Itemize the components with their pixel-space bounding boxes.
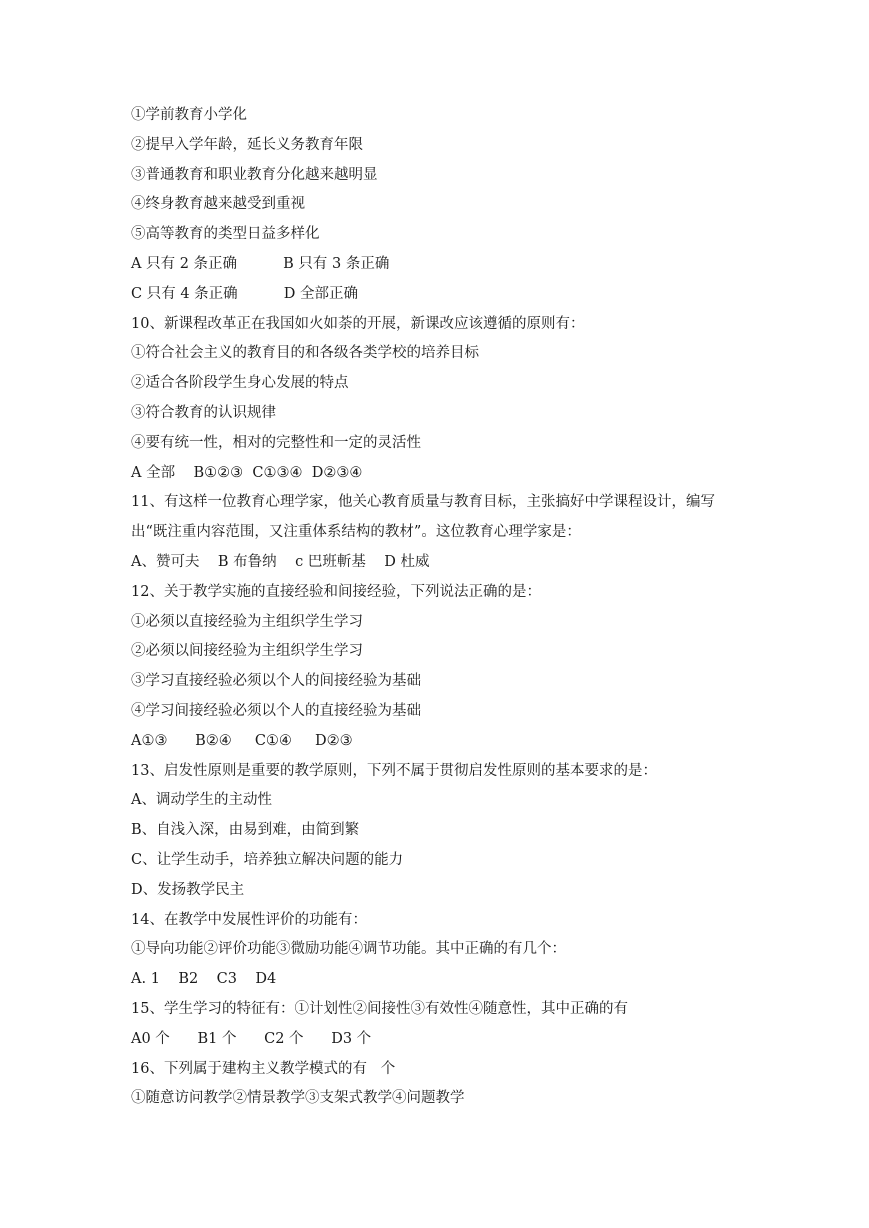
option-3-item: ③普通教育和职业教育分化越来越明显	[131, 166, 378, 183]
q15-answer-choices: A0 个 B1 个 C2 个 D3 个	[131, 1030, 372, 1047]
q10-item-4: ④要有统一性，相对的完整性和一定的灵活性	[131, 434, 421, 451]
q12-item-2: ②必须以间接经验为主组织学生学习	[131, 643, 363, 660]
q10-answer-choices: A 全部 B①②③ C①③④ D②③④	[131, 464, 363, 481]
q12-item-3: ③学习直接经验必须以个人的间接经验为基础	[131, 673, 421, 690]
question-12: 12、关于教学实施的直接经验和间接经验，下列说法正确的是：	[131, 583, 541, 600]
q16-items: ①随意访问教学②情景教学③支架式教学④问题教学	[131, 1090, 465, 1107]
question-16: 16、下列属于建构主义教学模式的有 个	[131, 1060, 396, 1077]
q10-item-3: ③符合教育的认识规律	[131, 404, 276, 421]
q14-answer-choices: A. 1 B2 C3 D4	[131, 971, 277, 988]
question-10: 10、新课程改革正在我国如火如荼的开展，新课改应该遵循的原则有：	[131, 315, 585, 332]
q13-choice-c: C、让学生动手，培养独立解决问题的能力	[131, 851, 404, 868]
q12-item-1: ①必须以直接经验为主组织学生学习	[131, 613, 363, 630]
question-14: 14、在教学中发展性评价的功能有：	[131, 911, 367, 928]
q10-item-2: ②适合各阶段学生身心发展的特点	[131, 375, 349, 392]
q13-choice-b: B、自浅入深，由易到难，由简到繁	[131, 822, 360, 839]
question-15: 15、学生学习的特征有：①计划性②间接性③有效性④随意性，其中正确的有	[131, 1000, 628, 1017]
question-11: 11、有这样一位教育心理学家，他关心教育质量与教育目标，主张搞好中学课程设计，编写	[131, 494, 715, 511]
option-4-item: ④终身教育越来越受到重视	[131, 196, 305, 213]
q13-choice-a: A、调动学生的主动性	[131, 792, 272, 809]
q12-item-4: ④学习间接经验必须以个人的直接经验为基础	[131, 702, 421, 719]
option-1-item: ①学前教育小学化	[131, 107, 247, 123]
q14-items: ①导向功能②评价功能③微励功能④调节功能。其中正确的有几个：	[131, 941, 566, 958]
document-page	[131, 101, 771, 1114]
q10-item-1: ①符合社会主义的教育目的和各级各类学校的培养目标	[131, 345, 479, 362]
q12-answer-choices: A①③ B②④ C①④ D②③	[131, 732, 353, 749]
answer-choices-ab: A 只有 2 条正确 B 只有 3 条正确	[131, 255, 390, 272]
question-13: 13、启发性原则是重要的教学原则，下列不属于贯彻启发性原则的基本要求的是：	[131, 762, 657, 779]
answer-choices-cd: C 只有 4 条正确 D 全部正确	[131, 285, 358, 302]
question-11-cont: 出“既注重内容范围，又注重体系结构的教材”。这位教育心理学家是：	[131, 524, 581, 541]
q11-answer-choices: A、赞可夫 B 布鲁纳 c 巴班斬基 D 杜威	[131, 553, 430, 570]
option-2-item: ②提早入学年龄，延长义务教育年限	[131, 136, 363, 153]
q13-choice-d: D、发扬教学民主	[131, 881, 245, 898]
option-5-item: ⑤高等教育的类型日益多样化	[131, 226, 320, 243]
